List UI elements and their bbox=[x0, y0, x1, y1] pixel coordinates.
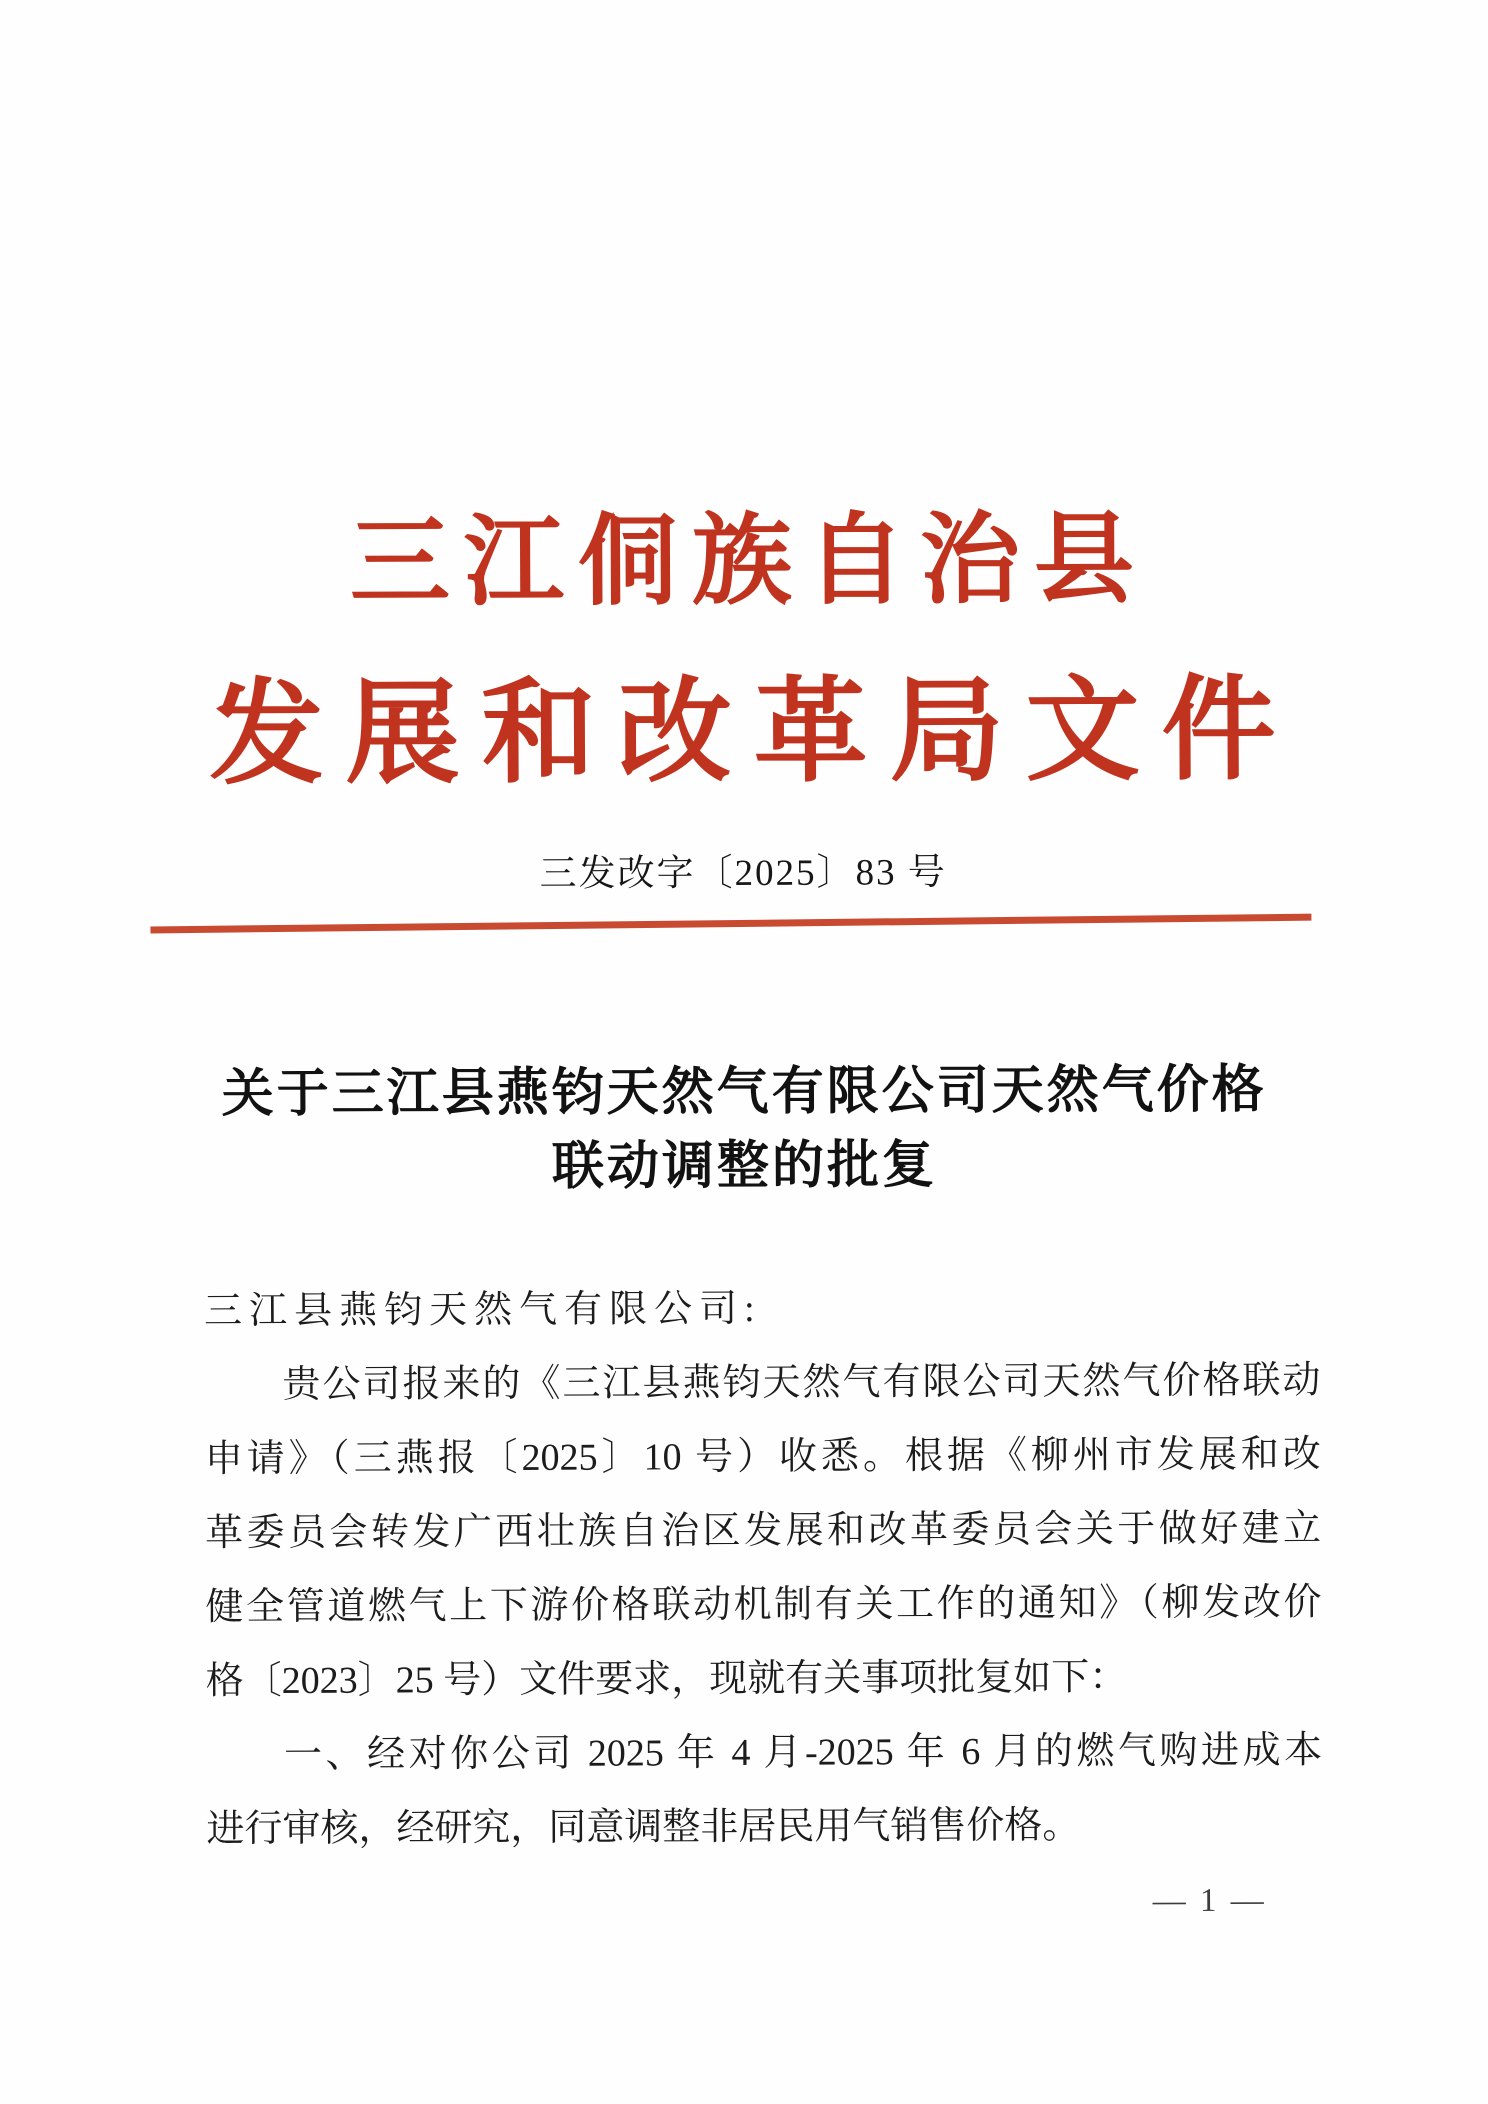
body-line: 革委员会转发广西壮族自治区发展和改革委员会关于做好建立 bbox=[205, 1507, 1322, 1555]
body-line: 进行审核，经研究，同意调整非居民用气销售价格。 bbox=[206, 1804, 1081, 1851]
org-name-line-1: 三江侗族自治县 bbox=[349, 504, 1149, 619]
body-paragraphs bbox=[204, 1269, 1323, 1866]
body-line: 贵公司报来的《三江县燕钧天然气有限公司天然气价格联动 bbox=[282, 1359, 1321, 1407]
red-separator-rule bbox=[150, 914, 1311, 934]
page-number: — 1 — bbox=[1152, 1882, 1267, 1920]
body-line: 格〔2023〕25 号）文件要求，现就有关事项批复如下： bbox=[205, 1656, 1128, 1703]
org-name-line-2: 发展和改革局文件 bbox=[209, 666, 1298, 799]
body-line: 申请》（三燕报〔2025〕10 号）收悉。根据《柳州市发展和改 bbox=[204, 1433, 1321, 1481]
body-line: 健全管道燃气上下游价格联动机制有关工作的通知》（柳发改价 bbox=[205, 1581, 1322, 1629]
document-title-line-2: 联动调整的批复 bbox=[551, 1137, 938, 1196]
document-title bbox=[0, 1053, 1488, 1207]
document-title-line-1: 关于三江县燕钧天然气有限公司天然气价格 bbox=[221, 1061, 1267, 1124]
doc-number: 三发改字〔2025〕83 号 bbox=[539, 852, 947, 895]
body-line: 一、经对你公司 2025 年 4 月-2025 年 6 月的燃气购进成本 bbox=[283, 1729, 1323, 1777]
addressee-line: 三江县燕钧天然气有限公司: bbox=[204, 1287, 762, 1333]
